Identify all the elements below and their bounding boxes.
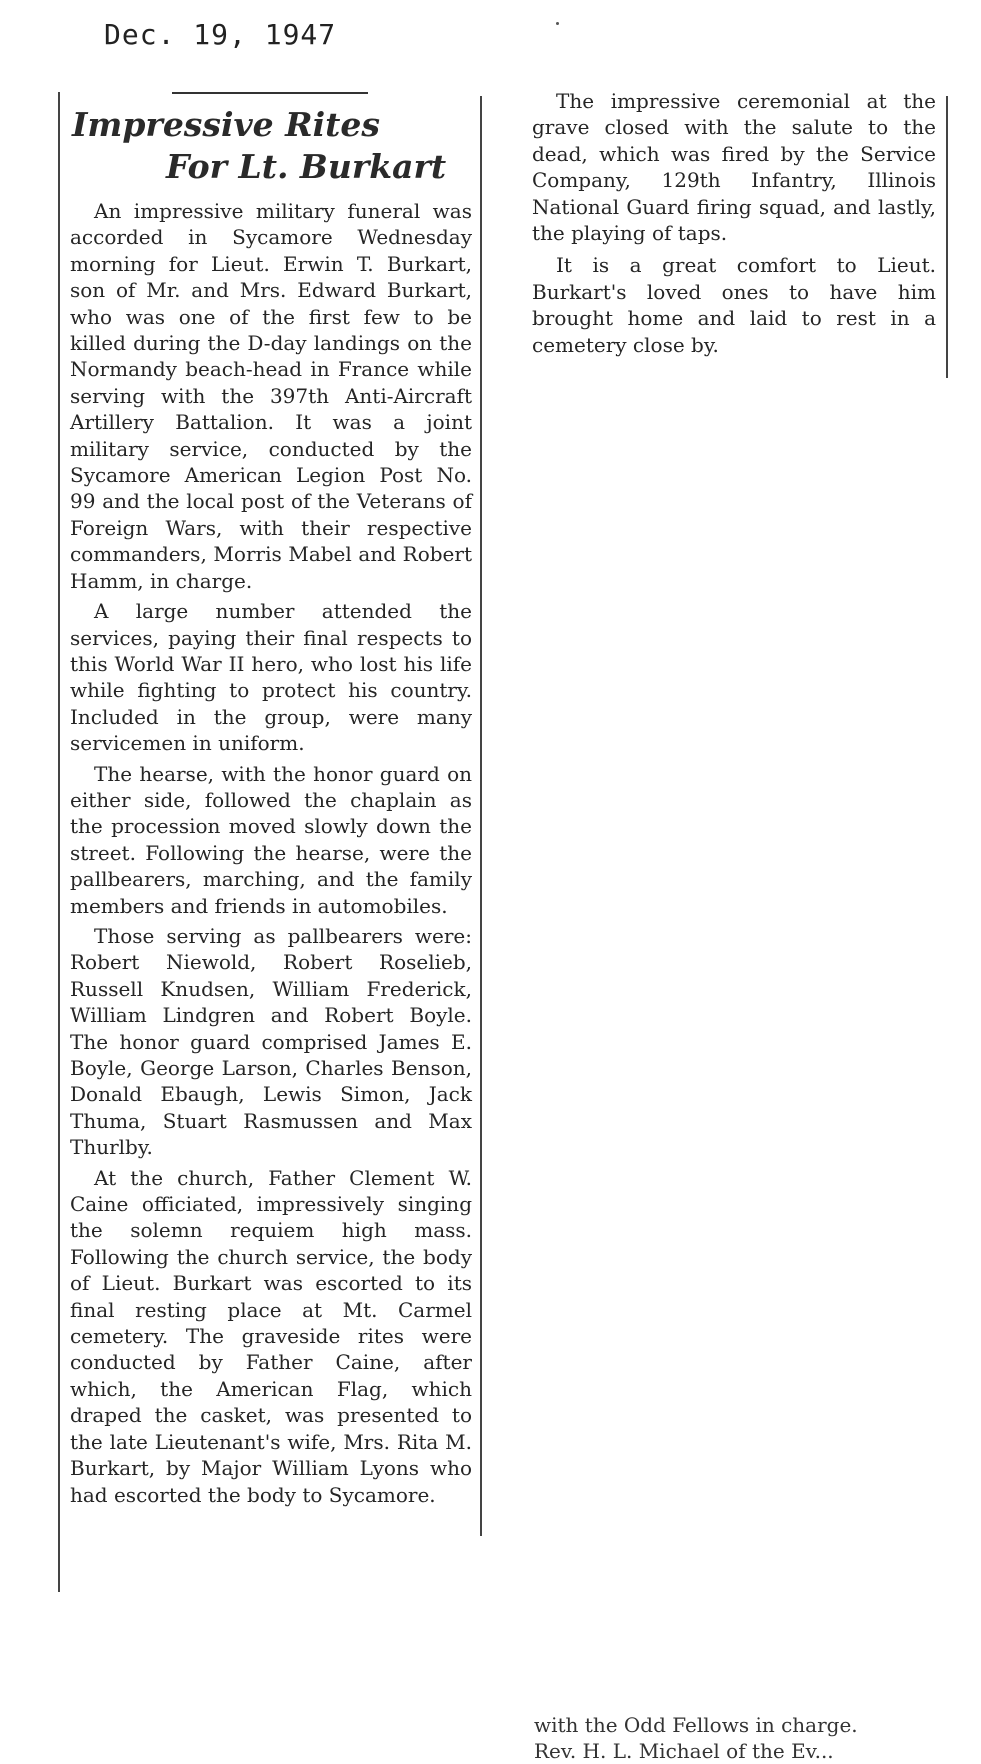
paper-speck [556,22,559,25]
article-paragraph: The hearse, with the honor guard on either side, followed the chaplain as the procession moved slowly down the street. Following the hearse, were the pallbearers, marching, and the family members and friends in automobiles. [70,761,472,918]
article-right-column [532,88,936,364]
clipping-date: Dec. 19, 1947 [104,18,337,51]
fragment-line-2: Rev. H. L. Michael of the Ev... [534,1739,834,1763]
right-column-border [946,96,948,378]
article-paragraph: The impressive ceremonial at the grave closed with the salute to the dead, which was fired by the Service Company, 129th Infantry, Illinois National Guard firing squad, and lastly, the playing of taps. [532,89,936,246]
article-headline [70,104,472,188]
headline-line-2: For Lt. Burkart [166,147,447,186]
fragment-line-1: with the Odd Fellows in charge. [534,1713,858,1737]
article-paragraph: An impressive military funeral was accorded in Sycamore Wednesday morning for Lieut. Erwin T. Burkart, son of Mr. and Mrs. Edward Burkart, who was one of the first few to be killed during the D-day landings on the Normandy beach-head in France while serving with the 397th Anti-Aircraft Artillery Battalion. It was a joint military service, conducted by the Sycamore American Legion Post No. 99 and the local post of the Veterans of Foreign Wars, with their respective commanders, Morris Mabel and Robert Hamm, in charge. [70,199,472,593]
article-paragraph: It is a great comfort to Lieut. Burkart's loved ones to have him brought home and laid to rest in a cemetery close by. [532,253,936,357]
article-paragraph: At the church, Father Clement W. Caine officiated, impressively singing the solemn requiem high mass. Following the church service, the body of Lieut. Burkart was escorted to its final resting place at Mt. Carmel cemetery. The graveside rites were conducted by Father Caine, after which, the American Flag, which draped the casket, was presented to the late Lieutenant's wife, Mrs. Rita M. Burkart, by Major William Lyons who had escorted the body to Sycamore. [70,1165,472,1507]
article-paragraph: Those serving as pallbearers were: Robert Niewold, Robert Roselieb, Russell Knudsen, William Frederick, William Lindgren and Robert Boyle. The honor guard comprised James E. Boyle, George Larson, Charles Benson, Donald Ebaugh, Lewis Simon, Jack Thuma, Stuart Rasmussen and Max Thurlby. [70,923,472,1160]
left-column-border [58,92,60,1592]
article-left-column [70,90,472,1512]
clipped-adjacent-article [534,1712,934,1764]
article-paragraph: A large number attended the services, paying their final respects to this World War II hero, who lost his life while fighting to protect his country. Included in the group, were many servicemen in uniform. [70,599,472,756]
column-divider [480,96,482,1536]
headline-line-1: Impressive Rites [72,105,380,144]
